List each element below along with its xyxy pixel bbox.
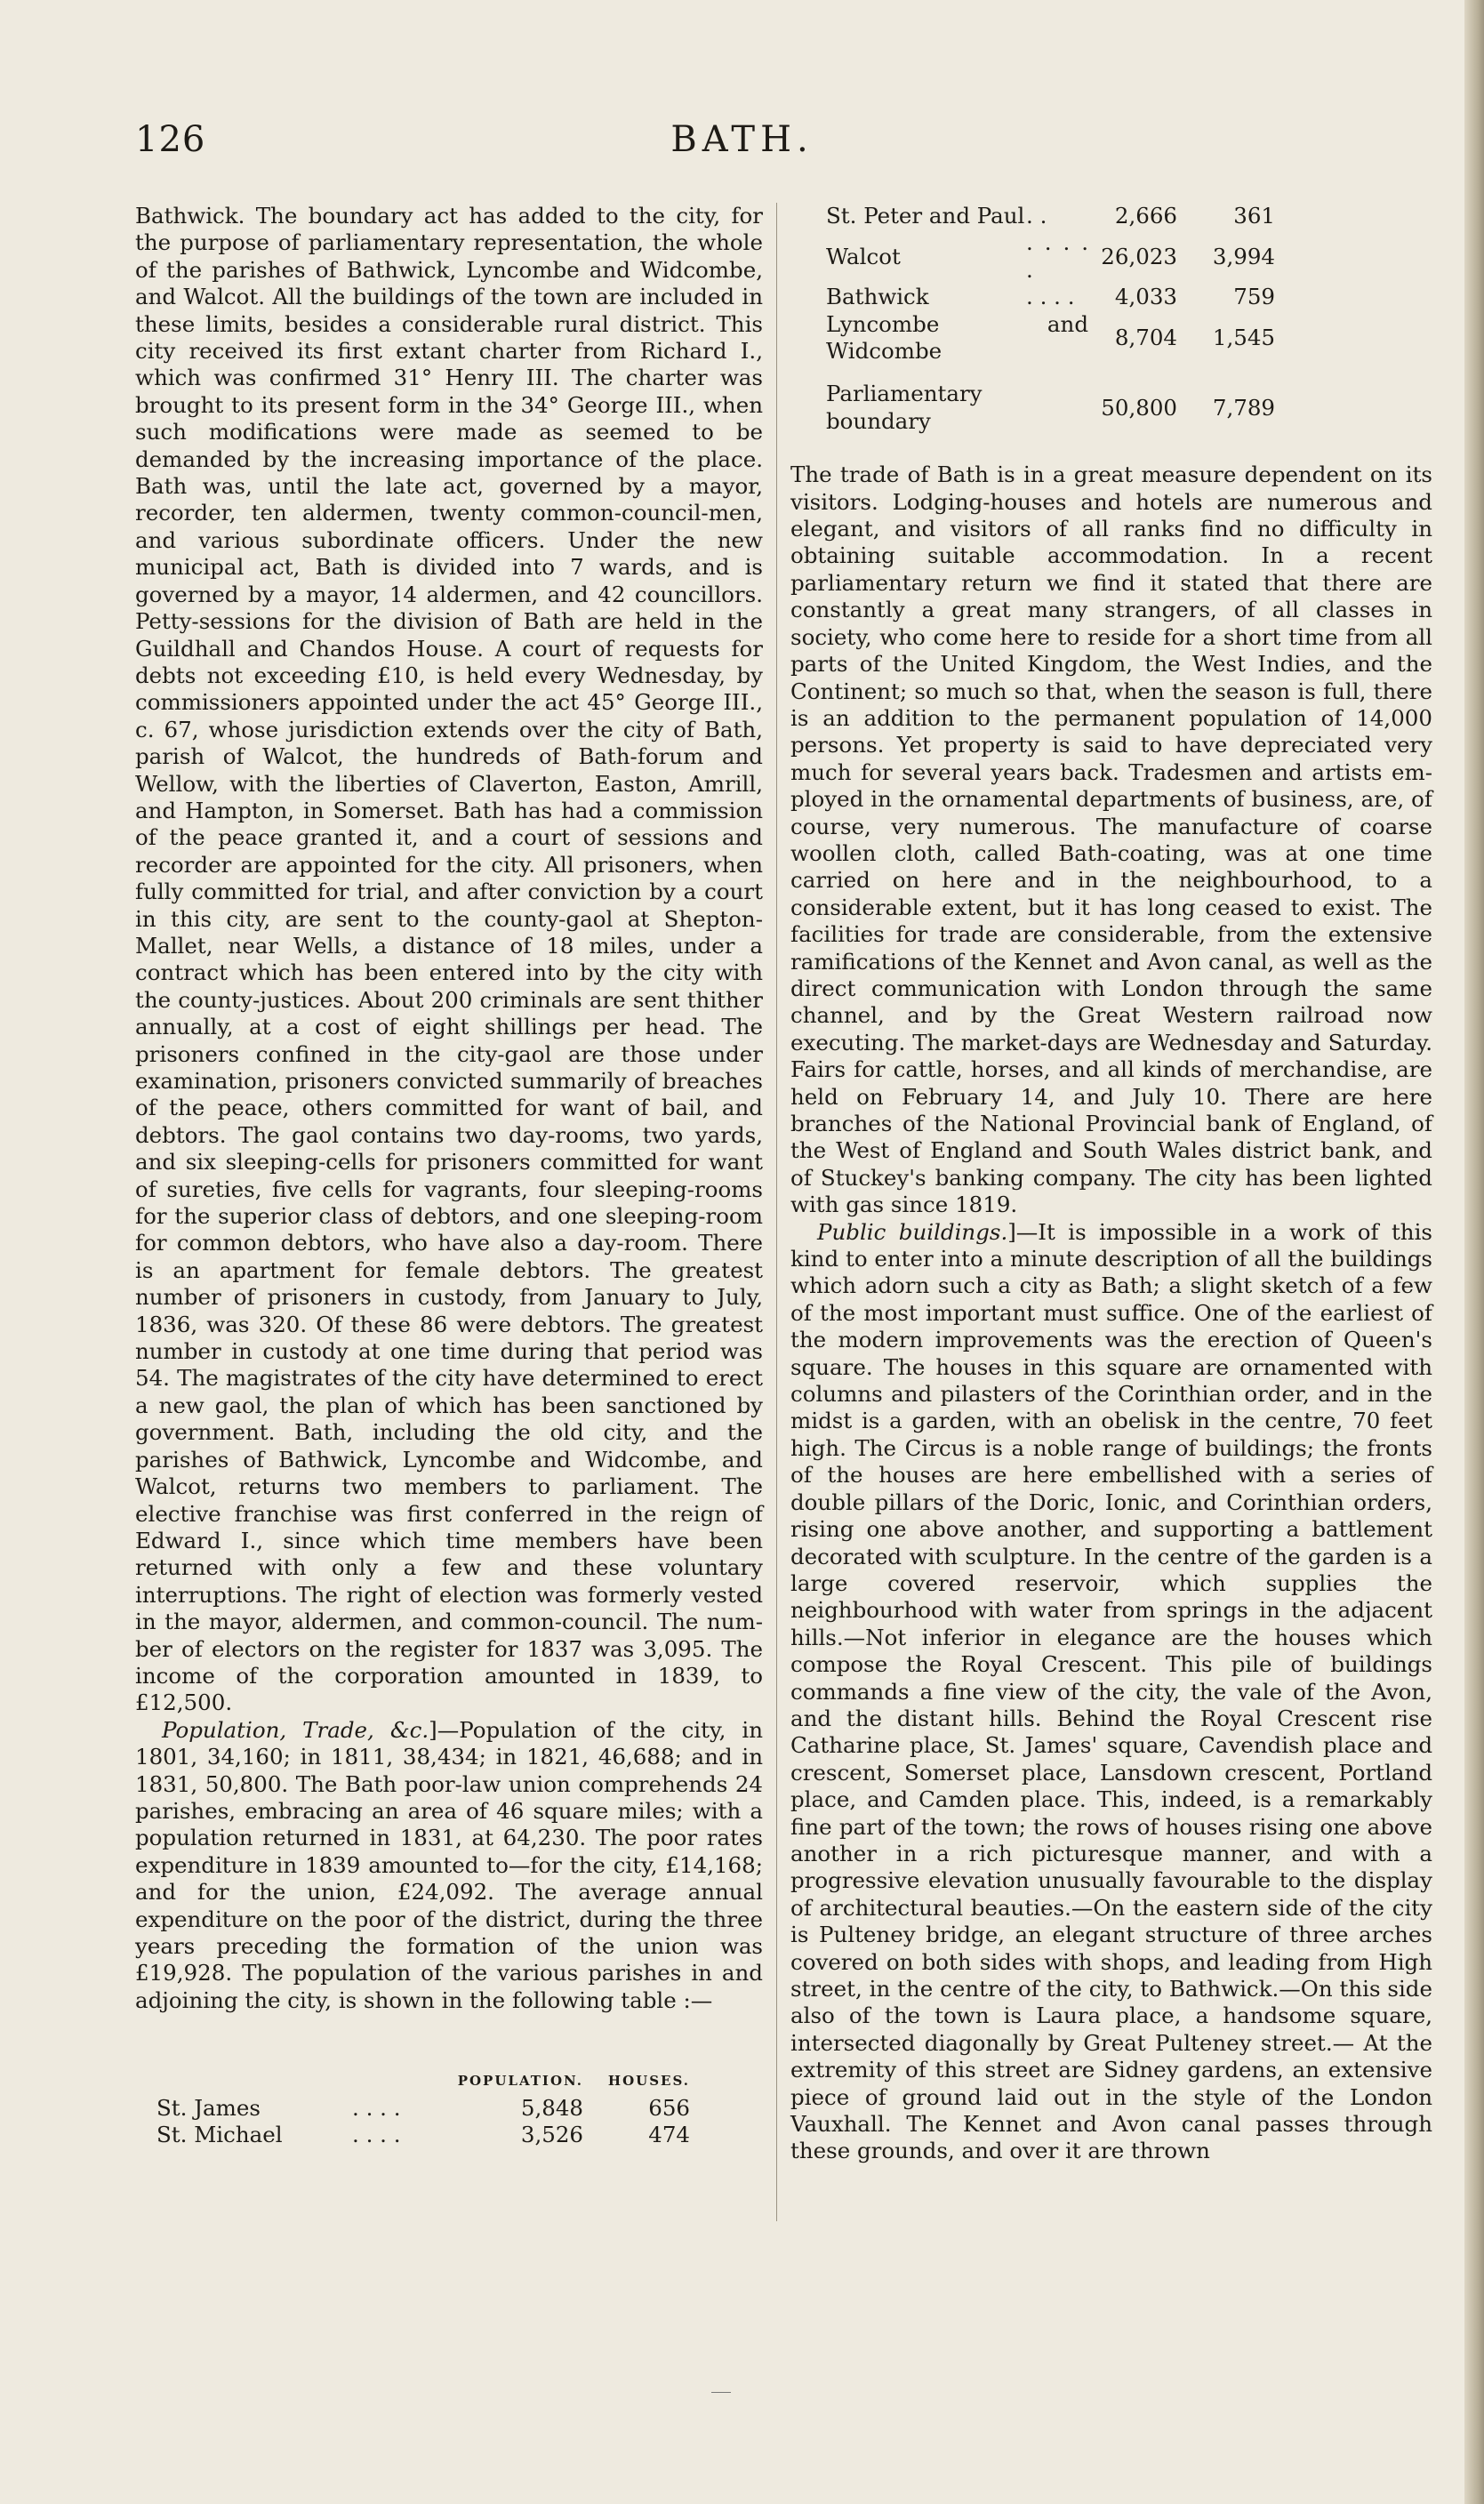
- parish-houses: 1,545: [1212, 324, 1275, 350]
- table-total-row: [826, 381, 1275, 435]
- leader-dots: . . . .: [1026, 284, 1075, 310]
- table-row: [826, 284, 1275, 310]
- parish-population: 26,023: [1101, 243, 1177, 269]
- parish-houses: 3,994: [1212, 243, 1275, 269]
- population-table-part-1: [156, 2067, 690, 2148]
- leader-dots: . . . .: [352, 2122, 401, 2148]
- parish-population: 2,666: [1114, 203, 1177, 229]
- table-row: [826, 311, 1275, 365]
- table-header-row: [156, 2067, 690, 2094]
- table-header-houses: HOUSES.: [607, 2073, 690, 2090]
- total-label: Parliamentary boundary: [826, 381, 983, 434]
- parish-houses: 759: [1233, 284, 1275, 310]
- right-column: [790, 203, 1432, 2165]
- population-section-text: ]—Population of the city, in 1801, 34,160; in 1811, 38,434; in 1821, 46,688; and in 1831, 50,800. The Bath poor-law union comprehends 24 parishes, embracing an area of 46 square miles; with a population returned in 1831, at 64,230. The poor rates expenditure in 1839 amounted to—for the city, £14,168; and for the union, £24,092. The average annual expenditure on the poor of the district, during the three years preceding the formation of the union was £19,928. The population of the various parishes in and adjoining the city, is shown in the following table :—: [135, 1716, 764, 2013]
- page-header: [0, 119, 1484, 173]
- total-population: 50,800: [1101, 394, 1177, 421]
- column-divider: [776, 203, 777, 2221]
- running-title: BATH.: [670, 119, 814, 160]
- table-header-population: POPULATION.: [457, 2073, 583, 2090]
- left-column: [135, 203, 763, 2148]
- table-row: [156, 2095, 690, 2122]
- left-paragraph-boundary: Bathwick. The boundary act has added to the city, for the purpose of parliamentary representation, the whole of the parishes of Bathwick, Lyncombe and Widcombe, and Walcot. All the buildings of the town are included in these limits, besides a considerable rural district. This city received its first extant charter from Richard I., which was confirmed 31° Henry III. The charter was brought to its present form in the 34° George III., when such modifications were made as seemed to be demanded by the increasing importance of the place. Bath was, until the late act, governed by a mayor, recorder, ten aldermen, twenty common-council-men, and various subordinate officers. Under the new municipal act, Bath is divided into 7 wards, and is governed by a mayor, 14 aldermen, and 42 councillors. Petty-sessions for the division of Bath are held in the Guildhall and Chandos House. A court of requests for debts not exceeding £10, is held every Wednesday, by commissioners appointed under the act 45° George III., c. 67, whose jurisdiction extends over the city of Bath, parish of Walcot, the hundreds of Bath-forum and Wellow, with the liberties of Claverton, Easton, Amrill, and Hampton, in Somerset. Bath has had a commission of the peace granted it, and a court of sessions and recorder are appointed for the city. All prisoners, when fully committed for trial, and after conviction by a court in this city, are sent to the county-gaol at Shepton-Mallet, near Wells, a distance of 18 miles, under a contract which has been entered into by the city with the county-justices. About 200 criminals are sent thither annually, at a cost of eight shillings per head. The prisoners confined in the city-gaol are those under examination, prisoners convicted summarily of breaches of the peace, others committed for want of bail, and debtors. The gaol contains two day-rooms, two yards, and six sleeping-cells for prisoners committed for want of sureties, five cells for vagrants, four sleeping-rooms for the superior class of debtors, and one sleeping-room for common debtors, who have also a day-room. There is an apartment for female debtors. The greatest number of prisoners in custody, from January to July, 1836, was 320. Of these 86 were debtors. The greatest number in custody at one time during that period was 54. The magistrates of the city have determined to erect a new gaol, the plan of which has been sanctioned by government. Bath, including the old city, and the parishes of Bathwick, Lyncombe and Widcombe, and Walcot, returns two members to parliament. The elective franchise was first conferred in the reign of Edward I., since which time members have been returned with only a few and these voluntary interruptions. The right of election was formerly vested in the mayor, aldermen, and common-council. The number of electors on the register for 1837 was 3,095. The income of the corporation amounted in 1839, to £12,500.: [135, 203, 763, 1716]
- parish-name: St. Michael: [156, 2122, 283, 2148]
- parish-name: Walcot: [826, 243, 901, 269]
- right-paragraph-trade: The trade of Bath is in a great measure dependent on its visitors. Lodging-houses and hotels are numerous and elegant, and visitors of all ranks find no difficulty in obtaining suitable accommodation. In a recent parliamentary return we find it stated that there are constantly a great many strangers, of all classes in society, who come here to reside for a short time from all parts of the United Kingdom, the West Indies, and the Continent; so much so that, when the season is full, there is an addition to the permanent population of 14,000 persons. Yet property is said to have depreciated very much for several years back. Tradesmen and artists employed in the ornamental departments of business, are, of course, very numerous. The manufacture of coarse woollen cloth, called Bath-coating, was at one time carried on here and in the neighbourhood, to a considerable extent, but it has long ceased to exist. The facilities for trade are considerable, from the extensive ramifications of the Kennet and Avon canal, as well as the direct communication with London through the same channel, and by the Great Western railroad now executing. The market-days are Wednesday and Saturday. Fairs for cattle, horses, and all kinds of merchandise, are held on February 14, and July 10. There are here branches of the National Provincial bank of England, of the West of England and South Wales district bank, and of Stuckey's banking company. The city has been lighted with gas since 1819.: [790, 461, 1432, 1218]
- right-paragraph-public-buildings: [790, 1219, 1432, 2165]
- total-houses: 7,789: [1212, 394, 1275, 421]
- public-buildings-text: ]—It is impossible in a work of this kind to enter into a minute description of all the buildings which adorn such a city as Bath; a slight sketch of a few of the most important must suffice. One of the earliest of the modern improvements was the erection of Queen's square. The houses in this square are ornamented with columns and pilasters of the Corinthian order, and in the midst is a garden, with an obelisk in the centre, 70 feet high. The Circus is a noble range of buildings; the fronts of the houses are here embellished with a series of double pillars of the Doric, Ionic, and Corinthian orders, rising one above another, and supporting a battlement decorated with sculpture. In the centre of the garden is a large covered reservoir, which supplies the neighbourhood with water from springs in the adjacent hills.—Not inferior in elegance are the houses which compose the Royal Crescent. This pile of buildings commands a fine view of the city, the vale of the Avon, and the distant hills. Behind the Royal Crescent rise Catharine place, St. James' square, Cavendish place and crescent, Somerset place, Lansdown crescent, Portland place, and Camden place. This, indeed, is a remarkably fine part of the town; the rows of houses rising one above another in a rich picturesque manner, and with a progressive elevation unusually favourable to the display of architectural beauties.—On the eastern side of the city is Pulteney bridge, an elegant structure of three arches covered on both sides with shops, and leading from High street, in the centre of the city, to Bathwick.—On this side also of the town is Laura place, a handsome square, intersected diagonally by Great Pulteney street.— At the extremity of this street are Sidney gardens, an extensive piece of ground laid out in the style of the London Vauxhall. The Kennet and Avon canal passes through these grounds, and over it are thrown: [790, 1218, 1432, 2164]
- parish-houses: 361: [1233, 203, 1275, 229]
- parish-houses: 474: [648, 2122, 690, 2148]
- parish-houses: 656: [648, 2094, 690, 2121]
- parish-population: 3,526: [520, 2122, 583, 2148]
- parish-name: St. Peter and Paul: [826, 203, 1025, 229]
- left-paragraph-population: [135, 1717, 763, 2014]
- page-edge-shadow: [1464, 0, 1484, 2504]
- parish-name: Bathwick: [826, 284, 929, 310]
- population-section-heading: Population, Trade, &c.: [162, 1716, 429, 1743]
- parish-name: St. James: [156, 2094, 261, 2121]
- table-row: [826, 203, 1275, 229]
- leader-dots: . . . . .: [1026, 229, 1088, 283]
- parish-population: 8,704: [1114, 324, 1177, 350]
- public-buildings-heading: Public buildings.: [817, 1218, 1008, 1245]
- parish-population: 4,033: [1114, 284, 1177, 310]
- table-row: [156, 2122, 690, 2148]
- population-table-part-2: [826, 203, 1275, 435]
- bottom-rule-mark: [711, 2392, 731, 2393]
- page-number: 126: [135, 119, 206, 160]
- parish-name: Lyncombe and Widcombe: [826, 310, 1088, 365]
- leader-dots: . .: [1026, 203, 1047, 229]
- table-row: [826, 229, 1275, 284]
- parish-population: 5,848: [520, 2094, 583, 2121]
- leader-dots: . . . .: [352, 2094, 401, 2121]
